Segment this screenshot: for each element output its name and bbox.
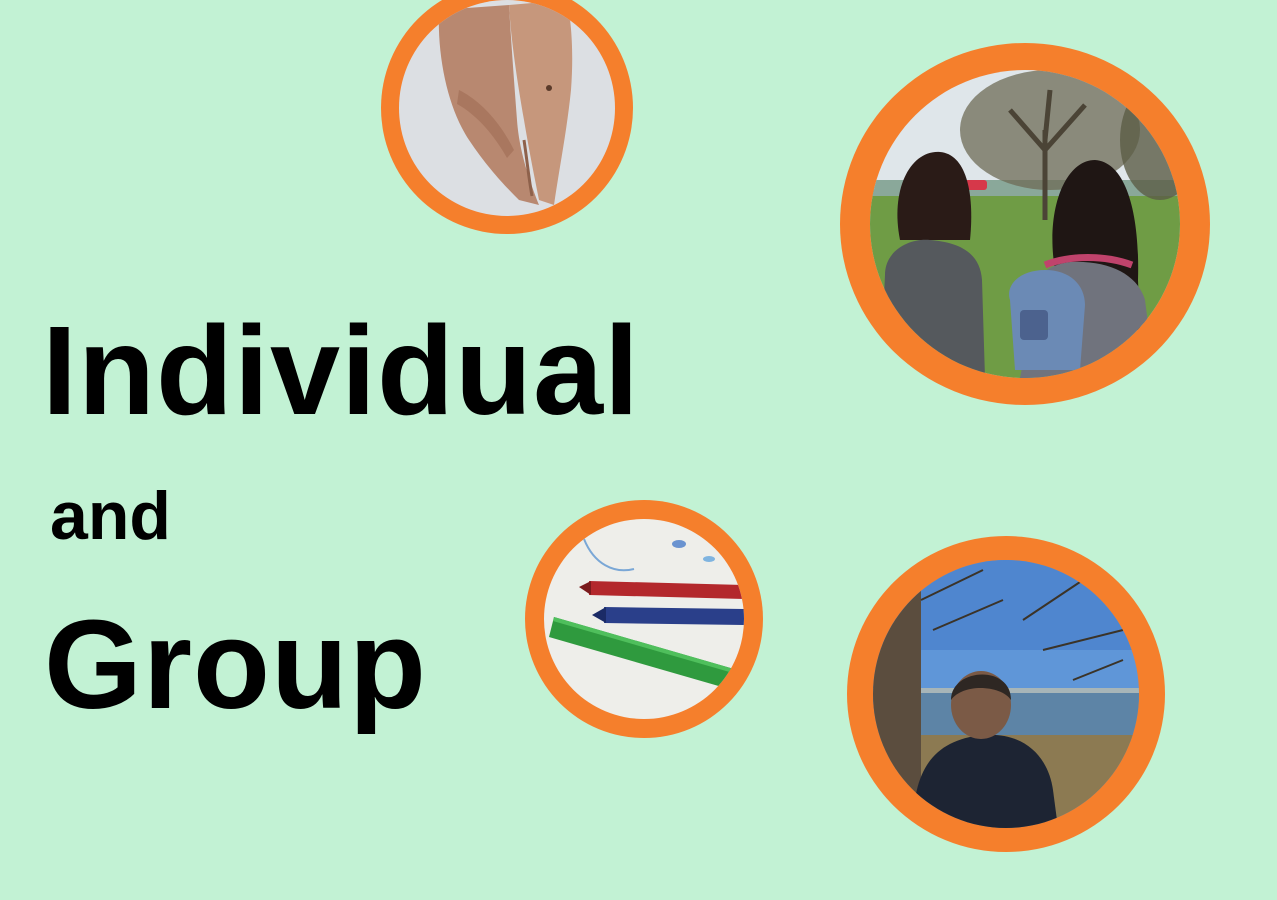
headline-individual: Individual	[42, 300, 641, 441]
crayons-photo-frame	[525, 500, 763, 738]
hands-photo	[399, 0, 615, 216]
two-girls-park-photo-frame	[840, 43, 1210, 405]
two-girls-park-photo	[870, 70, 1180, 378]
man-by-lake-photo	[873, 560, 1139, 828]
crayons-photo	[544, 519, 744, 719]
headline-and: and	[50, 478, 171, 554]
man-by-lake-photo-frame	[847, 536, 1165, 852]
headline-group: Group	[44, 594, 427, 735]
hands-photo-frame	[381, 0, 633, 234]
